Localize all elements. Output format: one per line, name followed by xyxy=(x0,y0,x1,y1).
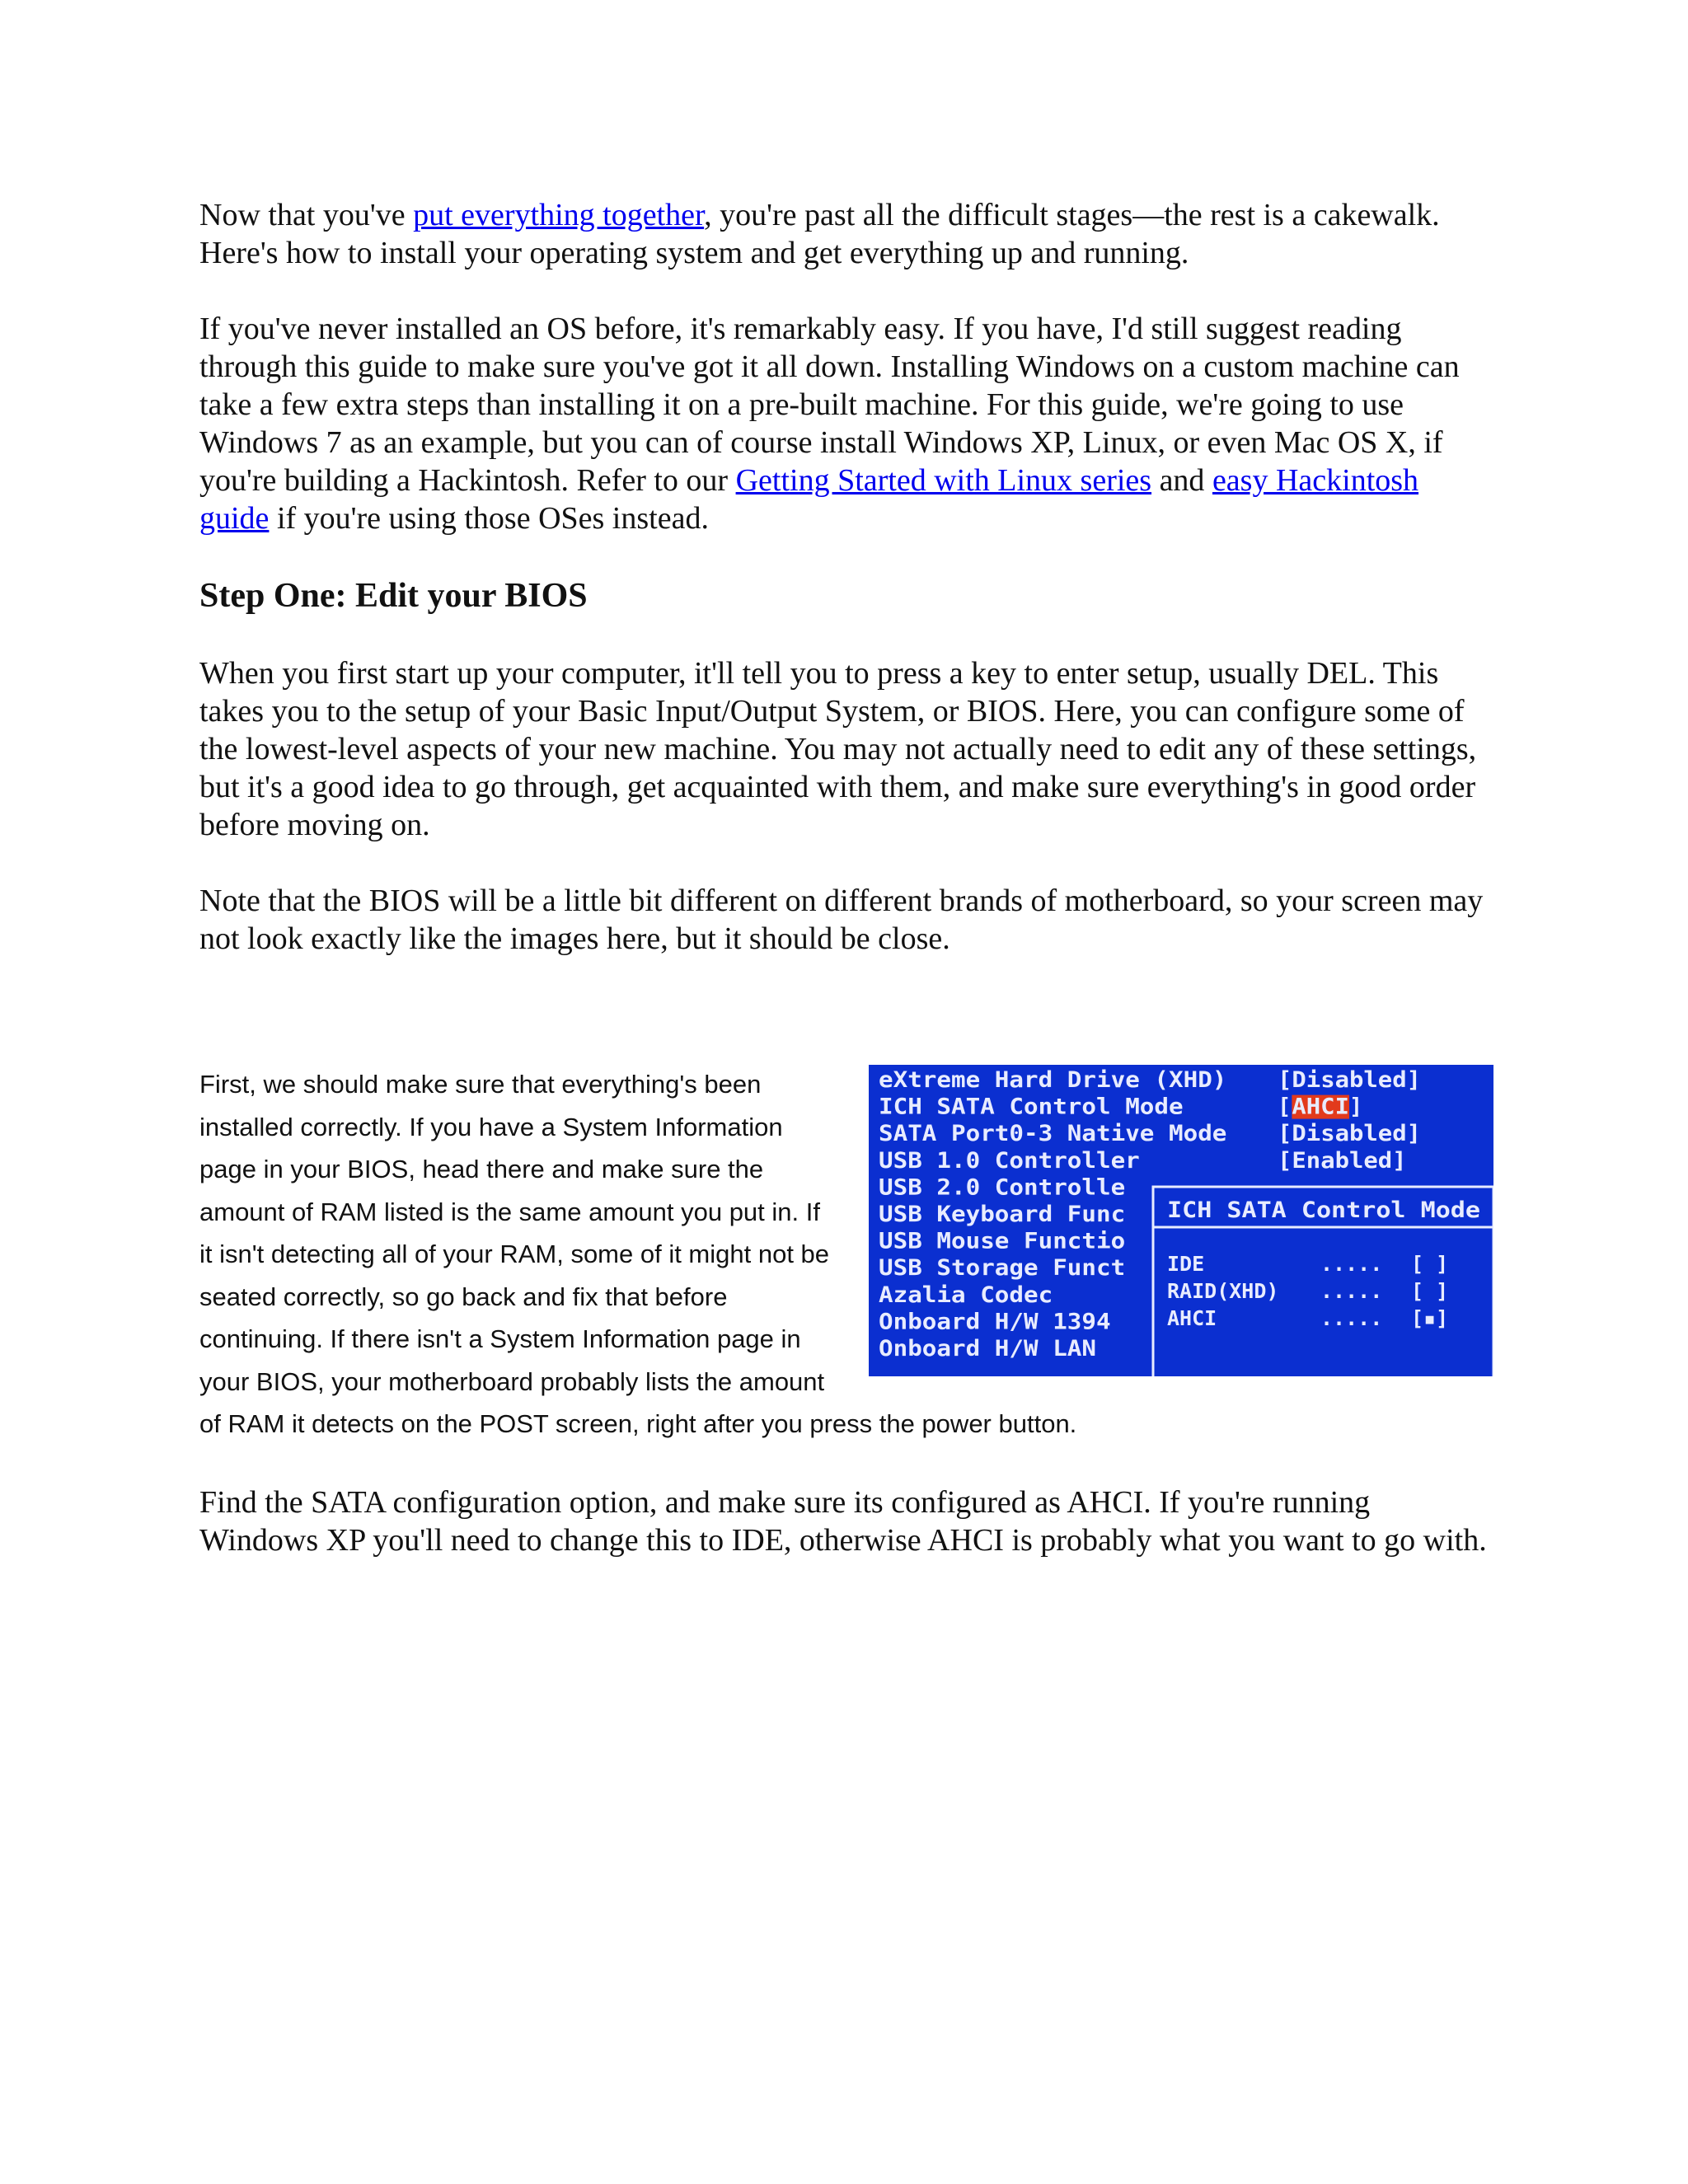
bios-row-value: [Disabled] xyxy=(1278,1067,1421,1093)
bios-popup-option-mark: [▪] xyxy=(1411,1306,1449,1330)
bios-row-label: ICH SATA Control Mode xyxy=(879,1094,1184,1120)
bios-popup-option-label: AHCI xyxy=(1167,1306,1217,1330)
bios-popup-option-label: IDE xyxy=(1167,1252,1205,1276)
bios-row-value: [Disabled] xyxy=(1278,1121,1421,1147)
bios-note-paragraph: Note that the BIOS will be a little bit different on different brands of motherboard, so your screen may not look exactly like the images here, but it should be close. xyxy=(199,883,1484,956)
bios-row-label: eXtreme Hard Drive (XHD) xyxy=(879,1067,1227,1093)
intro-text-start: Now that you've xyxy=(199,198,414,232)
bios-row-label: USB Keyboard Func xyxy=(879,1202,1126,1227)
bios-popup-option-dots: ..... xyxy=(1320,1306,1383,1330)
bios-row-label: Onboard H/W LAN xyxy=(879,1336,1096,1361)
bios-row-label: USB 1.0 Controller xyxy=(879,1147,1140,1174)
bios-popup-option-dots: ..... xyxy=(1320,1252,1383,1276)
bios-intro-paragraph: When you first start up your computer, it'll tell you to press a key to enter setup, usually DEL. This takes you to the setup of your Basic Input/Output System, or BIOS. Here, you can configure some of the lowest-level aspects of your new machine. You may not actually need to edit any of these settings, but it's a good idea to go through, get acquainted with them, and make sure everything's in good order before moving on. xyxy=(199,656,1477,842)
bios-screenshot-graphic xyxy=(869,1065,1493,1376)
bios-row-label: USB 2.0 Controlle xyxy=(879,1174,1126,1201)
linux-series-link[interactable]: Getting Started with Linux series xyxy=(735,463,1152,498)
os-install-text-end: if you're using those OSes instead. xyxy=(269,501,709,536)
bios-row-label: Onboard H/W 1394 xyxy=(879,1309,1111,1335)
os-install-text-start: If you've never installed an OS before, it's remarkably easy. If you have, I'd still suggest reading through this guide to make sure you've got it all down. Installing Windows on a custom machine can take a few extra steps than installing it on a pre-built machine. For this guide, we're going to use Windows 7 as an example, but you can of course install Windows XP, Linux, or even Mac OS X, if you're building a Hackintosh. Refer to our xyxy=(199,312,1460,498)
step-one-heading: Step One: Edit your BIOS xyxy=(199,577,588,615)
bios-row-value: [Enabled] xyxy=(1278,1147,1407,1174)
bios-row-label: SATA Port0-3 Native Mode xyxy=(879,1121,1227,1147)
ram-check-section xyxy=(199,1063,1493,1446)
bios-popup-title: ICH SATA Control Mode xyxy=(1167,1197,1480,1223)
bios-value-bracket: [ xyxy=(1278,1094,1292,1120)
bios-popup-option-mark: [ ] xyxy=(1411,1279,1449,1303)
bios-value-bracket: ] xyxy=(1349,1094,1363,1120)
intro-paragraph xyxy=(199,196,1493,272)
sata-config-paragraph: Find the SATA configuration option, and make sure its configured as AHCI. If you're running Windows XP you'll need to change this to IDE, otherwise AHCI is probably what you want to go with. xyxy=(199,1484,1487,1558)
bios-row-value-selected: AHCI xyxy=(1292,1094,1349,1120)
put-everything-together-link[interactable]: put everything together xyxy=(413,198,705,232)
hackintosh-guide-link[interactable]: easy Hackintosh guide xyxy=(199,463,1419,536)
bios-popup-option-label: RAID(XHD) xyxy=(1167,1279,1279,1303)
os-install-text-middle: and xyxy=(1151,463,1212,498)
ram-check-paragraph: First, we should make sure that everything's been installed correctly. If you have a System Information page in your BIOS, head there and make sure the amount of RAM listed is the same amount you put in. If it isn't detecting all of your RAM, some of it might not be seated correctly, so go back and fix that before continuing. If there isn't a System Information page in your BIOS, your motherboard probably lists the amount of RAM it detects on the POST screen, right after you press the power button. xyxy=(199,1070,1077,1438)
os-install-paragraph xyxy=(199,310,1493,537)
bios-popup-option-dots: ..... xyxy=(1320,1279,1383,1303)
intro-text-end: , you're past all the difficult stages—the rest is a cakewalk. Here's how to install your operating system and get everything up and running. xyxy=(199,198,1440,270)
bios-screenshot xyxy=(869,1065,1493,1376)
bios-row-label: USB Storage Funct xyxy=(879,1255,1126,1282)
document-body xyxy=(199,196,1493,1559)
bios-popup-option-mark: [ ] xyxy=(1411,1252,1449,1276)
bios-row-label: USB Mouse Functio xyxy=(879,1228,1126,1254)
bios-row-label: Azalia Codec xyxy=(879,1282,1053,1308)
